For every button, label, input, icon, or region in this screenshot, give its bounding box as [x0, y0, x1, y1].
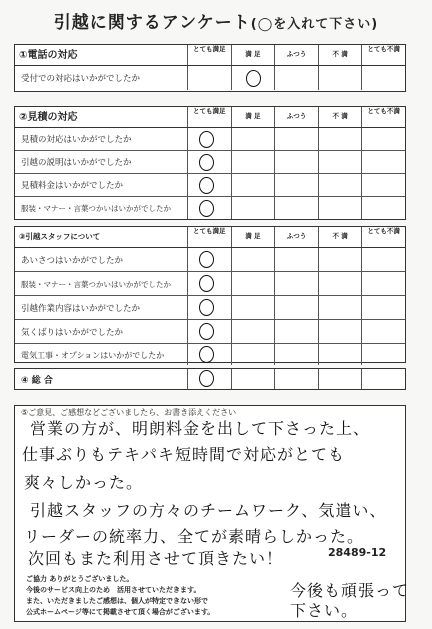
- question-row: [15, 151, 405, 174]
- handwritten-line: 下さい。: [290, 601, 359, 620]
- section-label: ②見積の対応: [19, 112, 78, 123]
- question-text: 服装・マナー・言葉つかいはいかがでしたか: [21, 280, 171, 289]
- answer-circle: [199, 275, 214, 292]
- question-row: [15, 66, 405, 90]
- handwritten-line: 次回もまた利用させて頂きたい！: [28, 549, 284, 568]
- col-neutral: ふつう: [286, 50, 307, 58]
- question-text: 引越作業内容はいかがでしたか: [21, 304, 141, 314]
- handwritten-line: 仕事ぶりもテキパキ短時間で対応がとても: [22, 445, 346, 464]
- handwritten-line: 今後も頑張って: [290, 581, 410, 600]
- col-very-dissatisfied: とても不満: [367, 107, 400, 115]
- question-row: [15, 174, 405, 197]
- question-text: 見積料金はいかがでしたか: [21, 181, 124, 191]
- section-phone: [14, 44, 406, 92]
- section-staff: [14, 226, 406, 363]
- col-very-satisfied: とても満足: [193, 107, 226, 115]
- answer-circle: [199, 200, 214, 217]
- section-label: ①電話の対応: [19, 50, 78, 61]
- col-neutral: ふつう: [286, 112, 307, 120]
- handwritten-line: 爽々しかった。: [24, 473, 144, 492]
- handwritten-line: リーダーの統率力、全てが素晴らしかった。: [24, 527, 365, 546]
- col-dissatisfied: 不 満: [332, 232, 348, 240]
- answer-circle: [199, 131, 214, 148]
- answer-circle: [199, 177, 214, 194]
- title-main: 引越に関するアンケート: [53, 13, 251, 33]
- question-text: 引越の説明はいかがでしたか: [21, 158, 132, 168]
- question-row: [15, 320, 405, 344]
- question-text: 受付での対応はいかがでしたか: [21, 74, 141, 84]
- col-very-dissatisfied: とても不満: [367, 227, 400, 235]
- section-label: ③引越スタッフについて: [19, 232, 101, 241]
- question-text: 見積の対応はいかがでしたか: [21, 135, 132, 145]
- question-text: あいさつはいかがでしたか: [21, 256, 124, 266]
- survey-title: [0, 8, 432, 33]
- question-text: 服装・マナー・言葉つかいはいかがでしたか: [21, 204, 171, 213]
- title-sub: (◯を入れて下さい): [250, 17, 379, 32]
- answer-circle: [246, 70, 261, 87]
- col-satisfied: 満 足: [245, 112, 261, 120]
- col-very-dissatisfied: とても不満: [367, 45, 400, 53]
- survey-id: 28489-12: [328, 546, 387, 559]
- col-dissatisfied: 不 満: [332, 112, 348, 120]
- answer-circle: [199, 154, 214, 171]
- footer-line: 公式ホームページ等にて掲載させて頂く場合がございます。: [26, 608, 215, 616]
- section-header: [15, 107, 405, 128]
- answer-circle: [199, 323, 214, 340]
- footer-line: ご協力 ありがとうございました。: [26, 575, 134, 583]
- question-row: [15, 272, 405, 296]
- col-very-satisfied: とても満足: [193, 227, 226, 235]
- question-text: 電気工事・オプションはいかがでしたか: [21, 351, 165, 360]
- section-header: [15, 45, 405, 66]
- col-satisfied: 満 足: [245, 50, 261, 58]
- question-row: [15, 296, 405, 320]
- question-row: [15, 344, 405, 365]
- answer-circle: [199, 251, 214, 268]
- question-row: [15, 197, 405, 219]
- col-satisfied: 満 足: [245, 232, 261, 240]
- footer-line: また、いただきましたご感想は、個人が特定できない形で: [26, 597, 208, 605]
- col-very-satisfied: とても満足: [193, 45, 226, 53]
- handwritten-line: 営業の方が、明朗料金を出して下さった上、: [30, 419, 371, 438]
- answer-circle: [199, 346, 214, 363]
- footer-line: 今後のサービス向上のため 活用させていただきます。: [26, 586, 201, 594]
- answer-circle: [199, 370, 214, 387]
- handwritten-line: 引越スタッフの方々のチームワーク、気遣い、: [30, 501, 387, 520]
- overall-label: ④ 総 合: [21, 376, 53, 386]
- col-neutral: ふつう: [286, 232, 307, 240]
- answer-circle: [199, 299, 214, 316]
- question-row: [15, 369, 405, 389]
- question-row: [15, 248, 405, 272]
- section-overall: [14, 368, 406, 390]
- section-header: [15, 227, 405, 248]
- section-estimate: [14, 106, 406, 220]
- question-row: [15, 128, 405, 151]
- question-text: 気くばりはいかがでしたか: [21, 328, 124, 338]
- comment-prompt: ⑤ご意見、ご感想などございましたら、お書き添えください: [21, 408, 237, 417]
- col-dissatisfied: 不 満: [332, 50, 348, 58]
